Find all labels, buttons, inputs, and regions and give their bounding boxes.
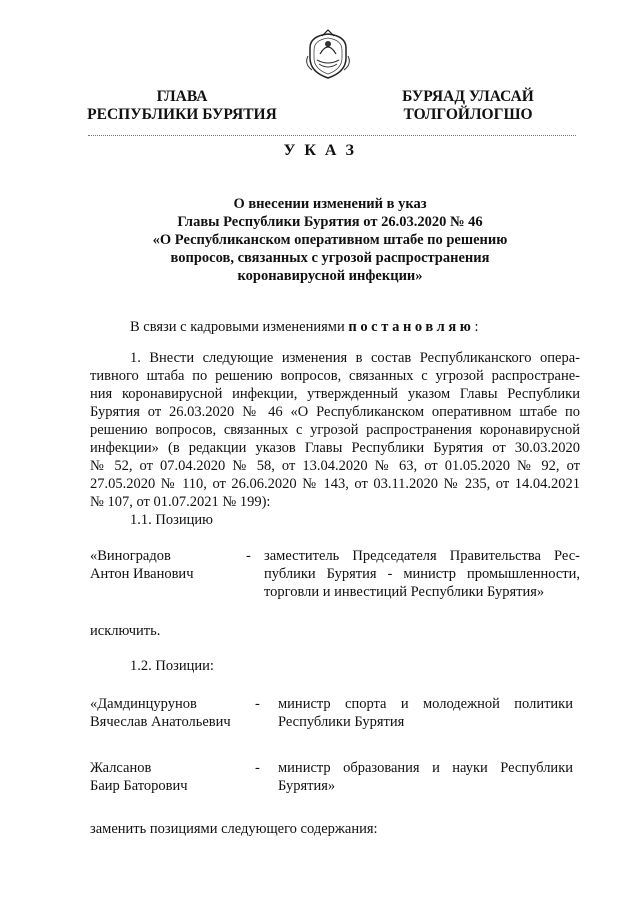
item-1-line: Бурятия от 26.03.2020 № 46 «О Республиканском оперативном штабе по: [90, 404, 580, 420]
header-separator: [88, 135, 576, 136]
document-type: У К А З: [283, 142, 357, 159]
title-line: О внесении изменений в указ: [233, 196, 427, 212]
description-line: министр спорта и молодежной политики: [278, 696, 573, 712]
description-line: торговли и инвестиций Республики Бурятия»: [264, 584, 545, 600]
item-1-line: ния коронавирусной инфекции, утвержденный указом Главы Республики: [90, 386, 580, 402]
person-b-description: [278, 759, 573, 795]
position-dash: -: [246, 548, 251, 564]
header-right: [378, 88, 558, 124]
person-a-description: [278, 695, 573, 731]
header-left-line2: РЕСПУБЛИКИ БУРЯТИЯ: [87, 106, 277, 123]
item-1-line: № 52, от 07.04.2020 № 58, от 13.04.2020 № 63, от 01.05.2020 № 92, от: [90, 458, 580, 474]
person-name-line: Баир Баторович: [90, 778, 188, 794]
description-line: заместитель Председателя Правительства Рес-: [264, 548, 580, 564]
item-1-paragraph: [90, 349, 580, 511]
person-a-name: [90, 695, 231, 731]
title-line: «О Республиканском оперативном штабе по решению: [152, 232, 508, 248]
document-title: [90, 195, 570, 285]
position-dash: -: [255, 696, 260, 712]
removed-person-description: [264, 547, 580, 601]
title-line: вопросов, связанных с угрозой распространения: [170, 250, 490, 266]
position-dash: -: [255, 760, 260, 776]
title-line: Главы Республики Бурятия от 26.03.2020 № 46: [177, 214, 483, 230]
person-name-line: Вячеслав Анатольевич: [90, 714, 231, 730]
description-line: Бурятия»: [278, 778, 336, 794]
header-left: [82, 88, 282, 124]
person-name-line: «Виноградов: [90, 548, 171, 564]
exclude-text: исключить.: [90, 623, 161, 639]
item-1-line: 1. Внести следующие изменения в состав Республиканского опера-: [130, 350, 580, 366]
header-left-line1: ГЛАВА: [156, 88, 208, 105]
item-1-line: № 107, от 01.07.2021 № 199):: [90, 494, 271, 510]
intro-suffix: :: [474, 319, 479, 335]
removed-person-name: [90, 547, 193, 583]
intro-emphasis: постановляю: [348, 319, 475, 335]
header-right-line2: ТОЛГОЙЛОГШО: [403, 106, 533, 123]
item-1-line: решению вопросов, связанных с угрозой распространения коронавирусной: [90, 422, 580, 438]
person-name-line: «Дамдинцурунов: [90, 696, 197, 712]
person-name-line: Жалсанов: [90, 760, 152, 776]
replace-text: заменить позициями следующего содержания:: [90, 821, 378, 837]
intro-paragraph: [130, 318, 479, 336]
item-1-line: инфекции» (в редакции указов Главы Республики Бурятия от 30.03.2020: [90, 440, 580, 456]
description-line: министр образования и науки Республики: [278, 760, 573, 776]
person-b-name: [90, 759, 188, 795]
item-1-line: тивного штаба по решению вопросов, связанных с угрозой распростране-: [90, 368, 580, 384]
intro-text: В связи с кадровыми изменениями: [130, 319, 349, 335]
item-1-line: 27.05.2020 № 110, от 26.06.2020 № 143, от 03.11.2020 № 235, от 14.04.2021: [90, 476, 580, 492]
title-line: коронавирусной инфекции»: [237, 268, 423, 284]
description-line: публики Бурятия - министр промышленности,: [264, 566, 580, 582]
coat-of-arms-emblem: [302, 28, 354, 80]
header-right-line1: БУРЯАД УЛАСАЙ: [402, 88, 534, 105]
item-1-1-label: 1.1. Позицию: [130, 512, 213, 528]
description-line: Республики Бурятия: [278, 714, 405, 730]
item-1-2-label: 1.2. Позиции:: [130, 658, 214, 674]
person-name-line: Антон Иванович: [90, 566, 194, 582]
